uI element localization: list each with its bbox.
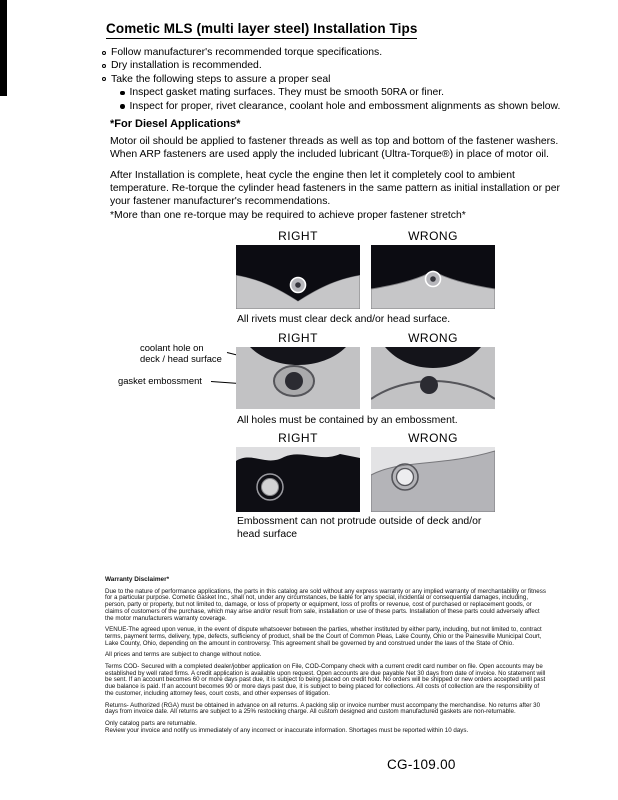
row3-caption: Embossment can not protrude outside of deck and/or head surface	[237, 516, 482, 540]
list-item	[102, 73, 567, 86]
open-bullet-icon	[102, 77, 106, 81]
tips-list	[102, 46, 567, 113]
legal-paragraph: Due to the nature of performance applications, the parts in this catalog are sold without any express warranty or any implied warranty of merchantability or fitness for a particular purpose. Cometic Gasket Inc., shall not, under any circumstances, be liable for any special, incidental or consequential damages, including, person, party or property, but not limited to, damage, or loss of property or equipment, loss of profits or revenue, cost of purchased or replacement goods, or claims of customers of the purchase, which may arise and/or result from sale, installation or use of these parts. Installation of these parts could adversely affect the motor manufacturers warranty coverage.	[105, 587, 546, 622]
list-item-text: Inspect for proper, rivet clearance, coolant hole and embossment alignments as shown below.	[129, 100, 561, 112]
right-label-row2: RIGHT	[278, 331, 318, 345]
right-label-row1: RIGHT	[278, 229, 318, 243]
open-bullet-icon	[102, 64, 106, 68]
row1-caption: All rivets must clear deck and/or head surface.	[237, 314, 451, 325]
emboss-wrong-diagram	[371, 447, 495, 512]
list-item-text: Dry installation is recommended.	[111, 60, 262, 72]
legal-section	[105, 577, 548, 739]
figure-rivet-right	[236, 245, 360, 309]
diesel-paragraph-2: After Installation is complete, heat cycle the engine then let it completely cool to ambient temperature. Re-torque the cylinder head fasteners in the same pattern as initial installation or per your fastener manufacturer's recommendations.	[110, 170, 560, 207]
hole-right-diagram	[236, 347, 360, 409]
figure-rivet-wrong	[371, 245, 495, 309]
wrong-label-row2: WRONG	[408, 331, 458, 345]
list-item-text: Follow manufacturer's recommended torque specifications.	[111, 47, 383, 58]
list-item	[102, 59, 567, 72]
page-title: Cometic MLS (multi layer steel) Installation Tips	[106, 21, 417, 39]
filled-bullet-icon	[120, 104, 125, 109]
filled-bullet-icon	[120, 91, 125, 96]
row2-caption: All holes must be contained by an embossment.	[237, 415, 458, 426]
legal-paragraph: Returns- Authorized (RGA) must be obtained in advance on all returns. A packing slip or invoice number must accompany the merchandise. No returns after 30 days from invoice date. All returns are subject to a 25% restocking charge. All custom designed and custom manufactured gaskets are non-returnable.	[105, 701, 541, 716]
legal-paragraph: All prices and terms are subject to change without notice.	[105, 651, 262, 659]
wrong-label-row3: WRONG	[408, 431, 458, 445]
gasket-embossment-label: gasket embossment	[118, 375, 202, 386]
diesel-heading: *For Diesel Applications*	[110, 118, 241, 130]
wrong-label-row1: WRONG	[408, 229, 458, 243]
coolant-hole-label-line1: coolant hole on	[140, 342, 204, 353]
retorque-note: *More than one re-torque may be required to achieve proper fastener stretch*	[110, 210, 466, 221]
figure-emboss-right	[236, 447, 360, 512]
legal-paragraph: VENUE-The agreed upon venue, in the event of dispute whatsoever between the parties, whether instituted by either party, including, but not limited to, contract terms, payment terms, delivery, type, defects, sufficiency of product, shall be the Court of Common Pleas, Lake County, Ohio or the Painesville Municipal Court, Lake County, Ohio, depending on the amount in controversy. This agreement shall be governed by and construed under the laws of the State of Ohio.	[105, 626, 542, 647]
diesel-paragraph-1: Motor oil should be applied to fastener threads as well as top and bottom of the fastener washers. When ARP fasteners are used apply the included lubricant (Ultra-Torque®) in place of motor oil.	[110, 136, 559, 160]
list-item-text: Inspect gasket mating surfaces. They must be smooth 50RA or finer.	[129, 87, 445, 99]
right-label-row3: RIGHT	[278, 431, 318, 445]
binding-mark	[0, 0, 7, 96]
rivet-right-diagram	[236, 245, 360, 309]
list-item	[102, 46, 567, 59]
legal-paragraph: Only catalog parts are returnable.	[105, 719, 197, 727]
rivet-wrong-diagram	[371, 245, 495, 309]
coolant-hole-label-line2: deck / head surface	[140, 352, 222, 364]
hole-wrong-diagram	[371, 347, 495, 409]
figure-hole-wrong	[371, 347, 495, 409]
emboss-right-diagram	[236, 447, 360, 512]
legal-paragraph: Terms COD- Secured with a completed dealer/jobber application on File, COD-Company check with a current credit card number on file. Open accounts may be established by well rated firms. A credit application is available upon request. Open accounts are due payable Net 30 days from date of invoice. No statement will be sent. If an account becomes 60 or more days past due, it is subject to being placed on credit hold. No orders will be shipped or new orders accepted until past due balance is paid. If an account becomes 90 or more days past due, it is subject to being placed for collections. All costs of collection are the responsibility of the customer, including attorney fees, court costs, and other expenses of litigation.	[105, 663, 546, 697]
open-bullet-icon	[102, 51, 106, 55]
list-item-text: Take the following steps to assure a proper seal	[111, 73, 331, 85]
legal-paragraph: Review your invoice and notify us immediately of any incorrect or inaccurate information. Shortages must be reported within 10 days.	[105, 726, 469, 734]
warranty-heading: Warranty Disclaimer*	[105, 576, 170, 583]
figure-emboss-wrong	[371, 447, 495, 512]
list-item	[120, 86, 567, 99]
document-number: CG-109.00	[387, 757, 456, 772]
list-item	[120, 100, 567, 113]
figure-hole-right	[236, 347, 360, 409]
coolant-hole-label	[140, 343, 228, 364]
